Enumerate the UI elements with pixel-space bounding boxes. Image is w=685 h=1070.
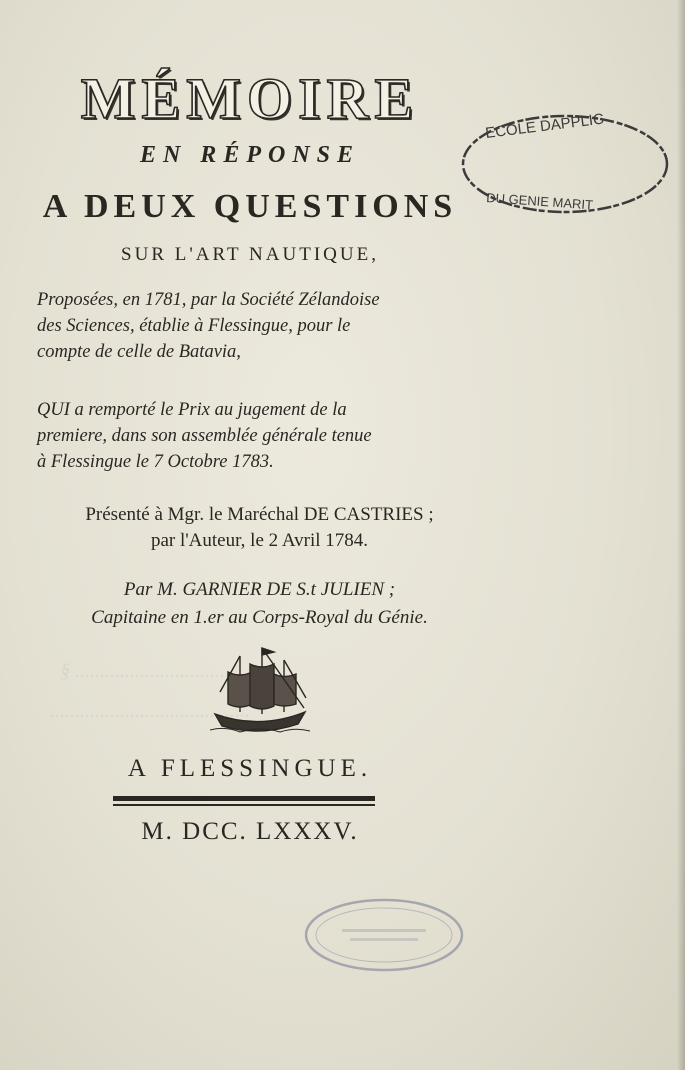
double-rule-divider [113,796,375,806]
library-stamp-bottom [302,896,466,974]
presente-line: Présenté à Mgr. le Maréchal DE CASTRIES ; [85,504,434,525]
stamp-top-line1: ECOLE DAPPLIC [484,110,605,142]
qui-line: QUI a remporté le Prix au jugement de la [37,400,347,420]
proposees-line: Proposées, en 1781, par la Société Zélandoise [37,290,380,310]
subtitle-en-reponse: EN RÉPONSE [139,142,361,168]
subtitle-art-nautique: SUR L'ART NAUTIQUE, [121,244,379,265]
proposees-line: compte de celle de Batavia, [37,342,241,362]
library-stamp-top [458,106,673,224]
page-edge-shadow [677,0,685,1070]
author-line: Capitaine en 1.er au Corps-Royal du Génie. [91,607,428,628]
imprint-place: A FLESSINGUE. [127,755,373,782]
imprint-year: M. DCC. LXXXV. [141,818,359,845]
presente-paragraph [37,502,482,554]
qui-paragraph [37,397,482,475]
presente-line: par l'Auteur, le 2 Avril 1784. [150,530,369,551]
author-paragraph [37,576,482,632]
qui-line: premiere, dans son assemblée générale tenue [37,426,372,446]
qui-line: à Flessingue le 7 Octobre 1783. [37,452,274,472]
author-line: Par M. GARNIER DE S.t JULIEN ; [123,579,396,600]
bleed-through-text: ........................................ [50,700,250,722]
book-title: MÉMOIRE [80,66,420,131]
stamp-top-line2: DU GENIE MARIT [485,190,594,213]
proposees-paragraph [37,287,482,365]
bleed-through-text: § ........................................ [60,660,275,682]
ship-vignette-icon [210,642,310,737]
subtitle-deux-questions: A DEUX QUESTIONS [42,188,458,225]
proposees-line: des Sciences, établie à Flessingue, pour le [37,316,351,336]
